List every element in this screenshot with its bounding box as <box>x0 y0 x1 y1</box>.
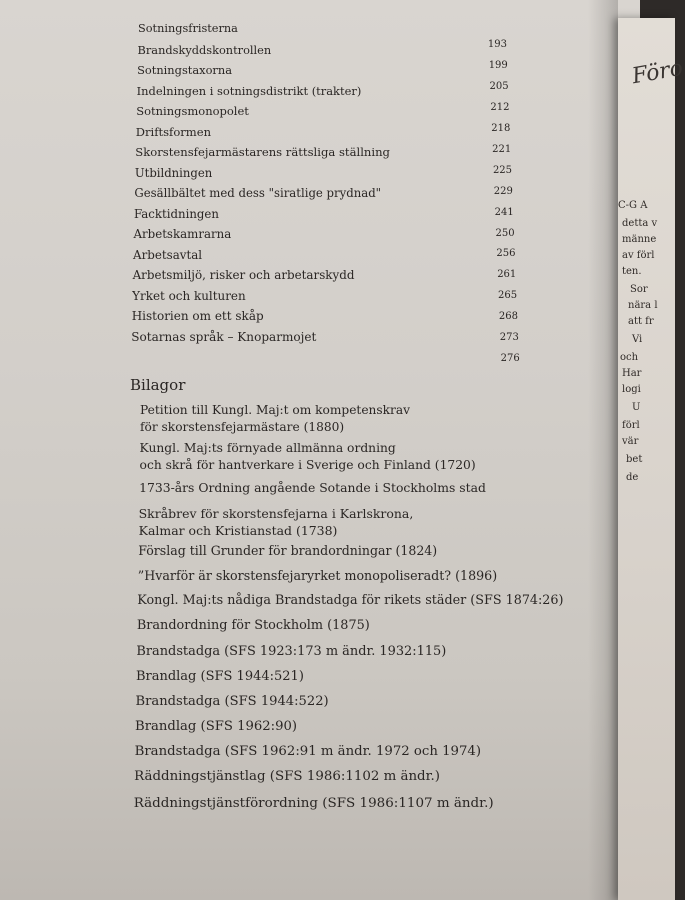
right-page-line: C-G A <box>618 200 648 211</box>
appendix-entry <box>134 795 494 812</box>
appendix-entry-line: 1733-års Ordning angående Sotande i Stockholms stad <box>139 481 486 495</box>
appendix-entry-line: Kungl. Maj:ts förnyade allmänna ordning <box>139 441 396 455</box>
appendix-heading: Bilagor <box>130 376 186 394</box>
right-page-heading: Föro <box>630 55 685 90</box>
right-page <box>618 18 685 900</box>
right-page-line: av förl <box>622 250 655 261</box>
toc-entry-title: Historien om ett skåp <box>131 309 264 323</box>
appendix-entry <box>140 440 476 474</box>
toc-entry-title: Yrket och kulturen <box>132 288 246 303</box>
toc-entry-page: 256 <box>496 248 516 260</box>
right-page-line: de <box>626 472 639 483</box>
right-page-line: U <box>632 402 641 413</box>
appendix-entry <box>140 402 410 436</box>
toc-entry-title: Gesällbältet med dess "siratlige prydnad" <box>134 186 382 200</box>
toc-entry-title: Driftsformen <box>135 124 212 139</box>
right-page-line: männe <box>622 234 657 245</box>
toc-entry-title: Arbetskamrarna <box>133 227 232 241</box>
appendix-entry-line: Räddningstjänstlag (SFS 1986:1102 m ändr.) <box>134 769 440 784</box>
right-page-line: ten. <box>622 266 642 277</box>
appendix-entry-line: Brandstadga (SFS 1944:522) <box>135 694 329 709</box>
toc-entry-page: 193 <box>487 38 507 50</box>
toc-entry-title: Indelningen i sotningsdistrikt (trakter) <box>136 83 362 98</box>
appendix-entry <box>135 743 481 760</box>
right-page-line: vär <box>622 436 639 447</box>
toc-entry-page: 250 <box>495 227 515 239</box>
right-page-line: Sor <box>630 284 648 295</box>
toc-entry-page: 199 <box>488 59 508 71</box>
appendix-entry-line: Förslag till Grunder för brandordningar (1824) <box>138 543 438 558</box>
book-gutter <box>588 0 618 900</box>
toc-entry-page: 265 <box>498 290 518 302</box>
appendix-entry <box>136 643 446 660</box>
right-page-line: och <box>620 352 639 363</box>
appendix-entry <box>135 718 297 735</box>
appendix-entry <box>136 668 304 685</box>
toc-entry-page: 261 <box>497 269 517 281</box>
toc-entry-page: 229 <box>493 185 513 197</box>
appendix-entry <box>134 768 440 785</box>
appendix-entry <box>137 592 563 609</box>
appendix-entry-line: Brandlag (SFS 1962:90) <box>135 719 298 734</box>
toc-entry-page: 225 <box>492 164 513 176</box>
toc-entry-page: 205 <box>489 80 509 92</box>
appendix-entry-line: Brandstadga (SFS 1962:91 m ändr. 1972 och 1974) <box>134 744 482 759</box>
appendix-entry <box>139 480 486 497</box>
toc-entry-title: Arbetsavtal <box>133 247 203 262</box>
appendix-entry-line: för skorstensfejarmästare (1880) <box>140 420 345 434</box>
toc-entry-title: Sotarnas språk – Knoparmojet <box>131 329 317 344</box>
appendix-entry-line: och skrå för hantverkare i Sverige och Finland (1720) <box>139 458 476 472</box>
right-page-line: att fr <box>628 316 654 327</box>
toc-entry-title: Utbildningen <box>134 165 213 180</box>
toc-entry-page: 241 <box>494 206 514 218</box>
right-page-line: förl <box>622 420 640 431</box>
toc-entry-title: Skorstensfejarmästarens rättsliga ställning <box>135 145 390 159</box>
right-page-line: Har <box>622 368 642 379</box>
appendix-entry-line: Brandlag (SFS 1944:521) <box>135 669 304 684</box>
appendix-entry <box>138 542 437 559</box>
toc-entry-title: Arbetsmiljö, risker och arbetarskydd <box>132 268 355 282</box>
appendix-entry <box>136 693 329 710</box>
right-page-line: detta v <box>622 218 658 229</box>
appendix-entry <box>137 617 370 634</box>
appendix-entry-line: Kalmar och Kristianstad (1738) <box>138 523 338 538</box>
toc-entry-title: Facktidningen <box>133 206 219 221</box>
appendix-entry-line: Räddningstjänstförordning (SFS 1986:1107 m ändr.) <box>133 796 494 811</box>
toc-entry-title: Sotningsmonopolet <box>136 104 249 118</box>
appendix-entry <box>139 505 414 539</box>
appendix-entry-line: Brandordning för Stockholm (1875) <box>136 618 370 633</box>
appendix-entry <box>138 567 497 584</box>
toc-entry-title: Sotningstaxorna <box>137 63 233 77</box>
toc-entry-title: Brandskyddskontrollen <box>137 42 272 57</box>
appendix-entry-line: Skråbrev för skorstensfejarna i Karlskrona, <box>138 506 414 521</box>
toc-entry-page: 212 <box>490 101 510 113</box>
toc-entry-page: 276 <box>500 353 520 365</box>
right-page-line: nära l <box>628 300 658 311</box>
toc-entry-page: 273 <box>499 332 519 344</box>
appendix-entry-line: ”Hvarför är skorstensfejaryrket monopoliseradt? (1896) <box>137 568 498 583</box>
toc-entry-page: 218 <box>491 122 511 134</box>
toc-entry-page: 221 <box>492 143 512 155</box>
appendix-entry-line: Kongl. Maj:ts nådiga Brandstadga för rikets städer (SFS 1874:26) <box>137 593 564 608</box>
appendix-entry-line: Petition till Kungl. Maj:t om kompetenskrav <box>140 403 411 417</box>
toc-entry-page: 268 <box>498 311 518 323</box>
right-page-line: bet <box>626 454 643 465</box>
toc-entry-title: Sotningsfristerna <box>138 22 238 35</box>
right-page-line: Vi <box>632 334 643 345</box>
appendix-entry-line: Brandstadga (SFS 1923:173 m ändr. 1932:115) <box>136 644 447 659</box>
right-page-line: logi <box>622 384 641 395</box>
